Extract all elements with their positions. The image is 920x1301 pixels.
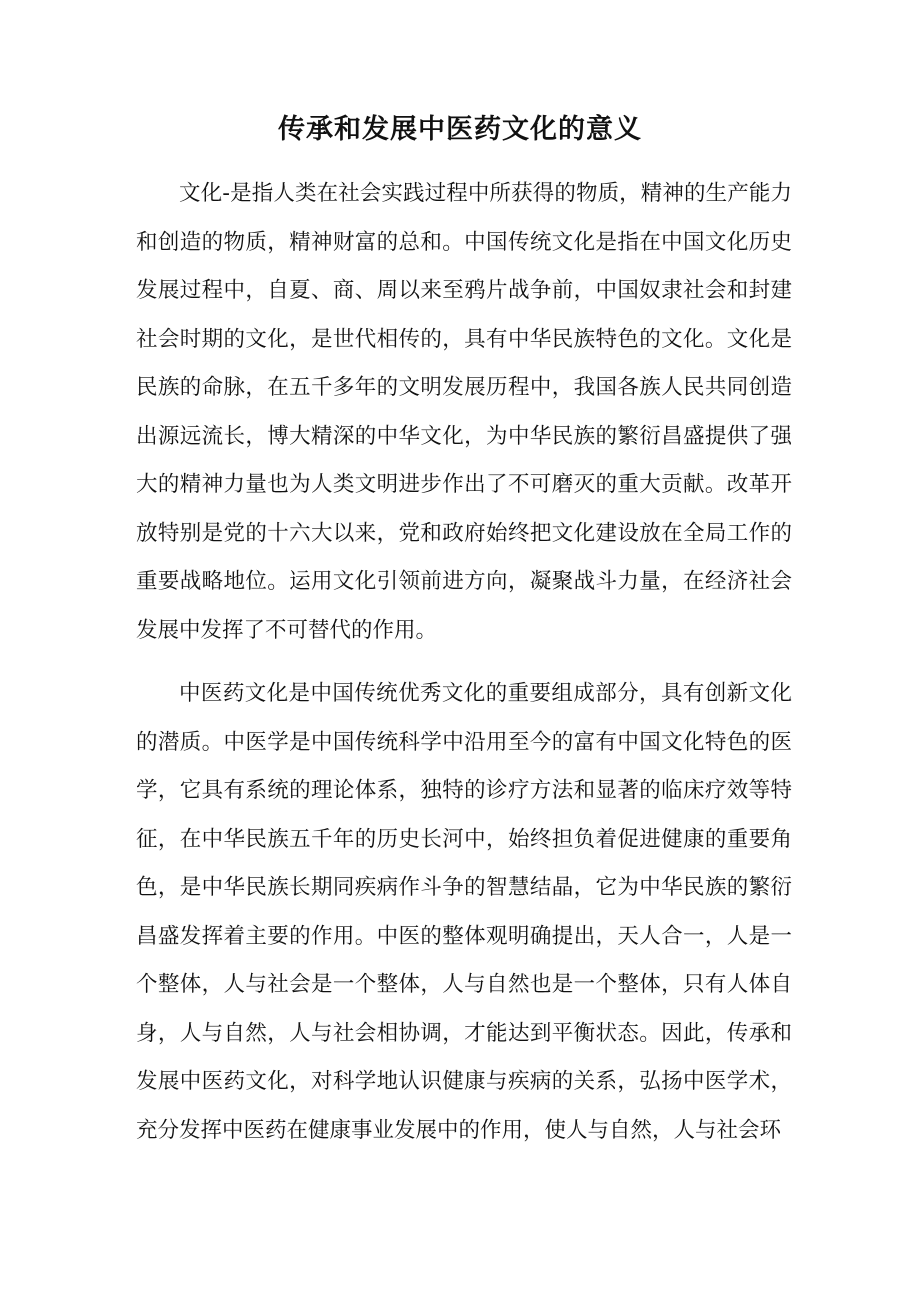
paragraph-culture-definition: 文化-是指人类在社会实践过程中所获得的物质，精神的生产能力和创造的物质，精神财富的总和。中国传统文化是指在中国文化历史发展过程中，自夏、商、周以来至鸦片战争前，中国奴隶社会和封建社会时期的文化，是世代相传的，具有中华民族特色的文化。文化是民族的命脉，在五千多年的文明发展历程中，我国各族人民共同创造出源远流长，博大精深的中华文化，为中华民族的繁衍昌盛提供了强大的精神力量也为人类文明进步作出了不可磨灭的重大贡献。改革开放特别是党的十六大以来，党和政府始终把文化建设放在全局工作的重要战略地位。运用文化引领前进方向，凝聚战斗力量，在经济社会发展中发挥了不可替代的作用。 xyxy=(136,181,792,643)
document-title: 传承和发展中医药文化的意义 xyxy=(278,114,642,145)
paragraph-tcm-culture: 中医药文化是中国传统优秀文化的重要组成部分，具有创新文化的潜质。中医学是中国传统科学中沿用至今的富有中国文化特色的医学，它具有系统的理论体系，独特的诊疗方法和显著的临床疗效等特征，在中华民族五千年的历史长河中，始终担负着促进健康的重要角色，是中华民族长期同疾病作斗争的智慧结晶，它为中华民族的繁衍昌盛发挥着主要的作用。中医的整体观明确提出，天人合一，人是一个整体，人与社会是一个整体，人与自然也是一个整体，只有人体自身，人与自然，人与社会相协调，才能达到平衡状态。因此，传承和发展中医药文化，对科学地认识健康与疾病的关系，弘扬中医学术，充分发挥中医药在健康事业发展中的作用，使人与自然，人与社会环 xyxy=(136,681,792,1143)
